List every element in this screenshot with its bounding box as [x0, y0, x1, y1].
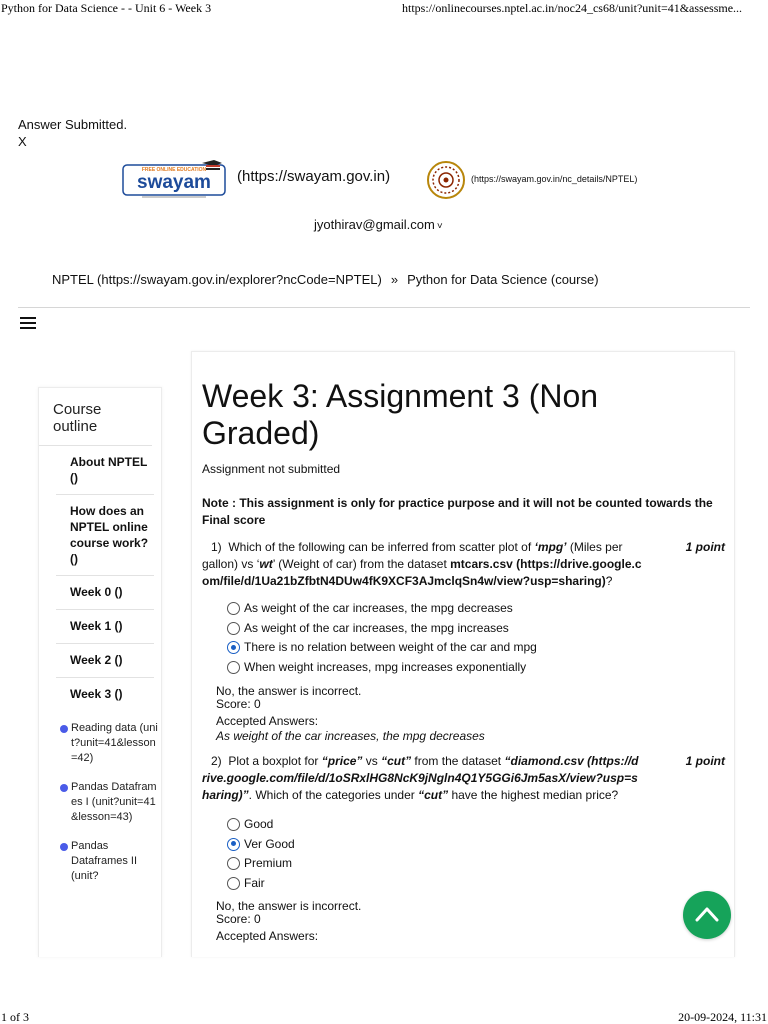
sidebar-item-how-course-works[interactable]: How does an NPTEL online course work? () — [56, 495, 154, 576]
question-2-option[interactable] — [227, 815, 295, 835]
score-text: Score: 0 — [216, 697, 261, 711]
account-email: jyothirav@gmail.com — [314, 217, 435, 232]
question-term-price: “price” — [321, 754, 363, 768]
account-menu[interactable] — [314, 217, 443, 232]
sidebar-lesson-reading-data[interactable] — [58, 713, 158, 772]
print-page-url: https://onlinecourses.nptel.ac.in/noc24_cs68/unit?unit=41&assessme... — [402, 1, 743, 15]
sidebar-item-about-nptel[interactable]: About NPTEL () — [56, 446, 154, 495]
question-text-part: ’ (Weight of car) from the dataset — [272, 557, 451, 571]
question-2-option[interactable] — [227, 874, 295, 894]
option-label: Premium — [244, 856, 293, 870]
menu-icon[interactable] — [20, 317, 36, 329]
breadcrumb-nptel-link[interactable]: NPTEL (https://swayam.gov.in/explorer?ncCode=NPTEL) — [52, 272, 382, 287]
question-text-part: . Which of the categories under — [248, 788, 419, 802]
option-label: There is no relation between weight of the car and mpg — [244, 640, 537, 654]
question-term-cut: “cut” — [418, 788, 449, 802]
question-1-option[interactable] — [227, 619, 537, 639]
question-1-option[interactable] — [227, 638, 537, 658]
question-points: 1 point — [685, 540, 725, 554]
dataset-link-mtcars[interactable]: mtcars.csv (https://drive.google.com/file/d/1Ua21bZfbtN4DUw4fK9XCF3AJmclqSn4w/view?usp=sharing) — [202, 557, 642, 588]
question-number: 1) — [211, 540, 222, 554]
breadcrumb — [52, 272, 599, 287]
lesson-label: Reading data (unit?unit=41&lesson=42) — [71, 722, 158, 764]
question-2-option[interactable] — [227, 835, 295, 855]
swayam-home-link[interactable]: (https://swayam.gov.in) — [237, 168, 391, 185]
accepted-answers-label: Accepted Answers: — [216, 714, 319, 728]
breadcrumb-course-link[interactable]: Python for Data Science (course) — [407, 272, 599, 287]
question-1 — [202, 539, 732, 590]
question-text-part: ? — [605, 574, 613, 588]
sidebar-item-week-3[interactable]: Week 3 () — [70, 687, 123, 701]
question-text-part: (Miles per gallon) vs ‘ — [202, 540, 623, 571]
score-text: Score: 0 — [216, 912, 261, 926]
radio-button[interactable] — [227, 602, 240, 615]
sidebar-item-week-2[interactable]: Week 2 () — [56, 644, 154, 678]
option-label: Good — [244, 817, 274, 831]
question-term-wt: wt — [259, 557, 273, 571]
dataset-link-diamond[interactable]: “diamond.csv (https://drive.google.com/file/d/1oSRxlHG8NcK9jNgln4Q1Y5GGi6Jm5asX/view?usp=sharing)” — [202, 754, 639, 802]
option-label: Fair — [244, 875, 265, 890]
swayam-logo-tag: FREE ONLINE EDUCATION — [141, 167, 207, 173]
option-label: As weight of the car increases, the mpg decreases — [244, 601, 513, 615]
question-text-part: have the highest median price? — [448, 788, 619, 802]
question-2-text — [202, 753, 642, 804]
question-2-feedback — [216, 900, 361, 943]
question-points: 1 point — [685, 754, 725, 768]
question-1-feedback — [216, 685, 485, 743]
sidebar-lesson-pandas-dataframes-2[interactable] — [58, 831, 158, 890]
option-label: When weight increases, mpg increases exponentially — [244, 659, 527, 674]
radio-button[interactable] — [227, 877, 240, 890]
question-text-part: vs — [362, 754, 382, 768]
chevron-down-icon: ˅ — [436, 221, 443, 232]
assignment-status: Assignment not submitted — [202, 462, 341, 476]
radio-button-selected[interactable] — [227, 838, 240, 851]
swayam-logo[interactable] — [122, 160, 234, 200]
question-term-cut: “cut” — [381, 754, 412, 768]
sidebar-lesson-pandas-dataframes-1[interactable] — [58, 772, 158, 831]
radio-button-selected[interactable] — [227, 641, 240, 654]
breadcrumb-separator: » — [390, 272, 399, 287]
swayam-logo-text: swayam — [137, 172, 211, 193]
radio-button[interactable] — [227, 622, 240, 635]
question-1-text — [202, 539, 642, 590]
question-number: 2) — [211, 754, 222, 768]
sidebar-item-week-1[interactable]: Week 1 () — [56, 610, 154, 644]
option-label: Ver Good — [244, 836, 295, 851]
notice-close-button[interactable]: X — [18, 134, 27, 149]
lesson-label: Pandas Dataframes I (unit?unit=41&lesson=43) — [71, 781, 157, 823]
assignment-content — [191, 351, 735, 957]
print-header — [0, 0, 768, 16]
question-1-options — [227, 599, 537, 677]
question-1-option[interactable] — [227, 599, 537, 619]
lesson-label: Pandas Dataframes II (unit? — [71, 840, 138, 882]
option-label: As weight of the car increases, the mpg increases — [244, 620, 509, 635]
notice-text: Answer Submitted. — [18, 117, 128, 132]
question-1-option[interactable] — [227, 658, 537, 678]
scroll-to-top-button[interactable] — [683, 891, 731, 939]
question-2-option[interactable] — [227, 854, 295, 874]
radio-button[interactable] — [227, 661, 240, 674]
page-title: Week 3: Assignment 3 (Non Graded) — [202, 378, 599, 451]
course-outline-sidebar — [38, 387, 162, 957]
accepted-answers-label: Accepted Answers: — [216, 929, 319, 943]
radio-button[interactable] — [227, 818, 240, 831]
question-2 — [202, 753, 732, 804]
question-2-options — [227, 815, 295, 893]
header-divider — [18, 307, 750, 308]
question-term-mpg: ‘mpg’ — [534, 540, 567, 554]
lesson-dot-icon — [60, 725, 68, 733]
submission-notice — [18, 116, 127, 150]
print-page-number: 1 of 3 — [1, 1010, 29, 1024]
question-text-part: Plot a boxplot for — [228, 754, 322, 768]
sidebar-item-week-0[interactable]: Week 0 () — [56, 576, 154, 610]
question-text-part: from the dataset — [411, 754, 505, 768]
result-text: No, the answer is incorrect. — [216, 684, 362, 698]
radio-button[interactable] — [227, 857, 240, 870]
nptel-details-link[interactable]: (https://swayam.gov.in/nc_details/NPTEL) — [471, 174, 638, 184]
print-page-title: Python for Data Science - - Unit 6 - Week 3 — [1, 1, 212, 15]
nptel-logo[interactable] — [426, 160, 466, 200]
print-datetime: 20-09-2024, 11:31 — [678, 1010, 767, 1024]
sidebar-title: Course outline — [39, 388, 152, 446]
accepted-answer: As weight of the car increases, the mpg decreases — [216, 729, 485, 743]
lesson-dot-icon — [60, 843, 68, 851]
result-text: No, the answer is incorrect. — [216, 899, 362, 913]
lesson-dot-icon — [60, 784, 68, 792]
chevron-up-icon — [695, 905, 719, 923]
assignment-note: Note : This assignment is only for practice purpose and it will not be counted towards the Final score — [202, 496, 713, 527]
question-text-part: Which of the following can be inferred from scatter plot of — [228, 540, 535, 554]
